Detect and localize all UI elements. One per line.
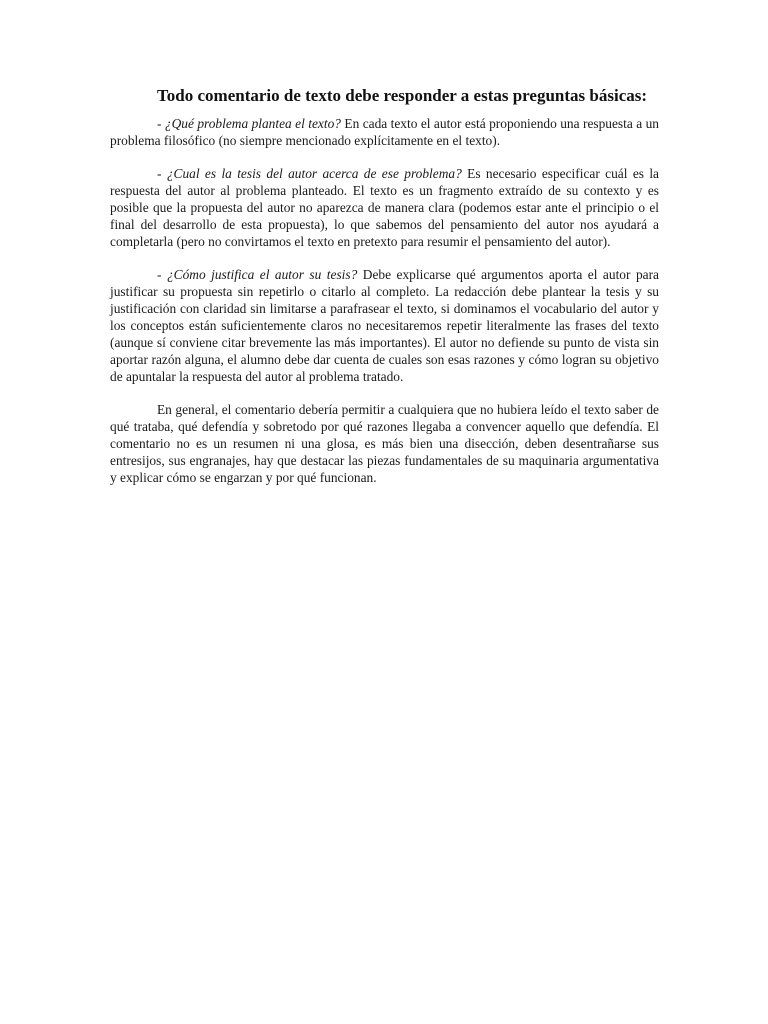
document-page (110, 86, 659, 502)
document-title: Todo comentario de texto debe responder a estas preguntas básicas: (157, 86, 648, 105)
answer-thesis: Es necesario especificar cuál es la respuesta del autor al problema planteado. El texto es un fragmento extraído de su contexto y es posible que la propuesta del autor no aparezca de manera clara (podemos estar ante el principio o el final del desarrollo de esta propuesta), lo que sabemos del pensamiento del autor nos ayudará a completarla (pero no convirtamos el texto en pretexto para resumir el pensamiento del autor). (110, 166, 660, 249)
paragraph-conclusion (110, 401, 659, 486)
paragraph-question-justification (110, 266, 659, 385)
question-problem: - ¿Qué problema plantea el texto? (157, 116, 341, 131)
paragraph-question-thesis (110, 165, 659, 250)
answer-problem: En cada texto el autor está proponiendo una respuesta a un problema filosófico (no siempre mencionado explícitamente en el texto). (110, 116, 659, 148)
conclusion-text: En general, el comentario debería permitir a cualquiera que no hubiera leído el texto saber de qué trataba, qué defendía y sobretodo por qué razones llegaba a convencer aquello que defendía. El comentario no es un resumen ni una glosa, es más bien una disección, deben desentrañarse sus entresijos, sus engranajes, hay que destacar las piezas fundamentales de su maquinaria argumentativa y explicar cómo se engarzan y por qué funcionan. (110, 402, 659, 485)
question-thesis: - ¿Cual es la tesis del autor acerca de ese problema? (157, 166, 462, 181)
answer-justification: Debe explicarse qué argumentos aporta el autor para justificar su propuesta sin repetirlo o citarlo al completo. La redacción debe plantear la tesis y su justificación con claridad sin limitarse a parafrasear el texto, si dominamos el vocabulario del autor y los conceptos están suficientemente claros no necesitaremos repetir literalmente las frases del texto (aunque sí conviene citar brevemente las más importantes). El autor no defiende su punto de vista sin aportar razón alguna, el alumno debe dar cuenta de cuales son esas razones y cómo logran su objetivo de apuntalar la respuesta del autor al problema tratado. (110, 267, 659, 384)
paragraph-question-problem (110, 115, 659, 149)
question-justification: - ¿Cómo justifica el autor su tesis? (157, 267, 358, 282)
